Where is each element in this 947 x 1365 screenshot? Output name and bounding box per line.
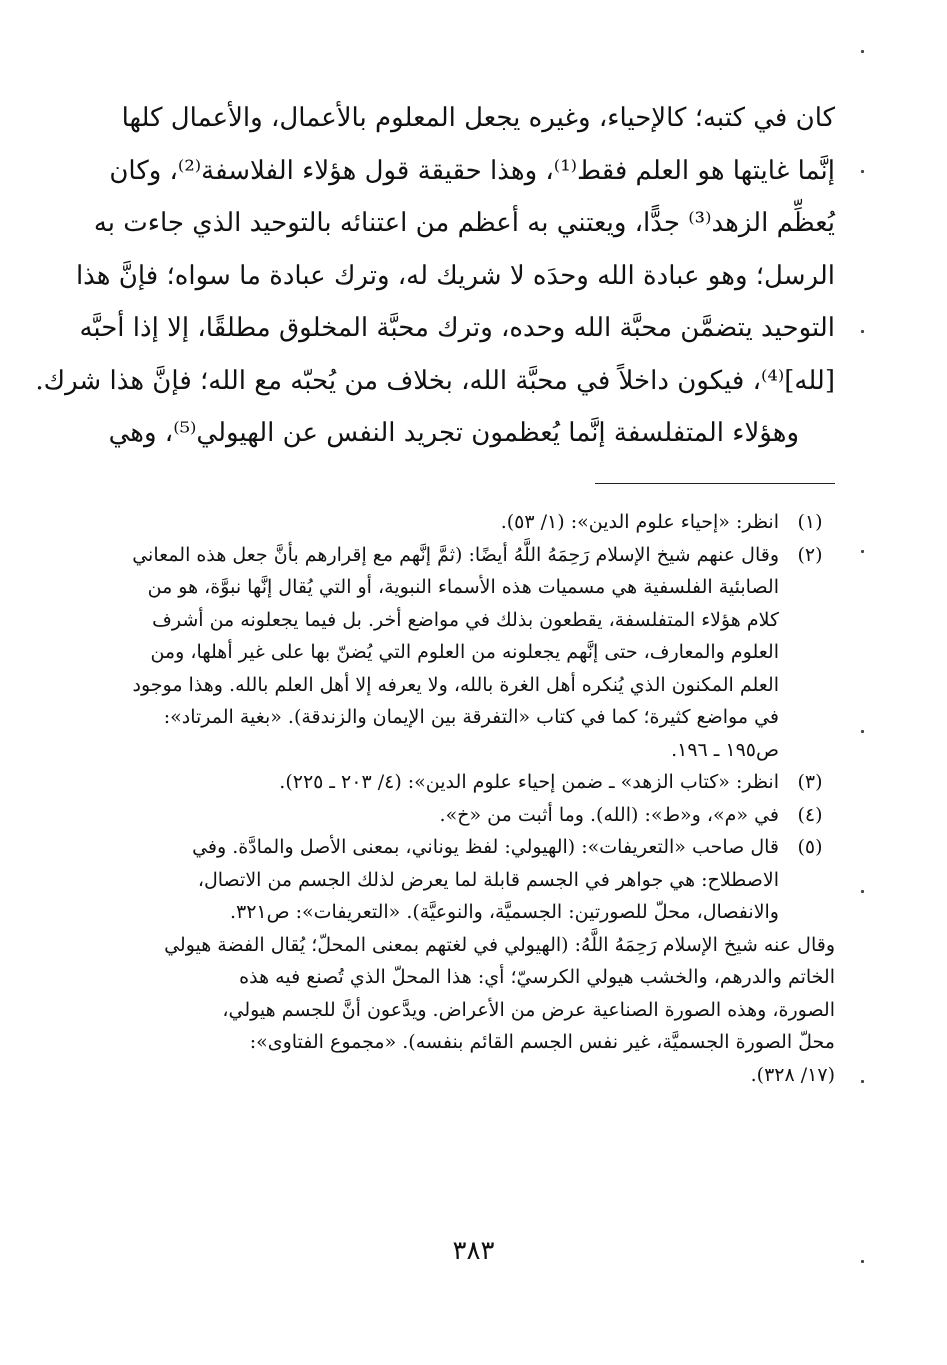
- body-line: الرسل؛ وهو عبادة الله وحدَه لا شريك له، وترك عبادة ما سواه؛ فإنَّ هذا: [75, 260, 835, 291]
- footnote-line: قال صاحب «التعريفات»: (الهيولي: لفظ يوناني، بمعنى الأصل والمادَّة. وفي: [192, 836, 779, 858]
- footnote-number: (٥): [797, 836, 823, 858]
- footnote-line: انظر: «كتاب الزهد» ـ ضمن إحياء علوم الدين»: (٤/ ٢٠٣ ـ ٢٢٥).: [279, 771, 779, 793]
- footnote-line: وقال عنهم شيخ الإسلام رَحِمَهُ اللَّهُ أيضًا: (ثمَّ إنَّهم مع إقرارهم بأنَّ جعل هذه المعاني: [132, 543, 779, 566]
- body-line: يُعظِّم الزهد⁽³⁾ جدًّا، ويعتني به أعظم من اعتنائه بالتوحيد الذي جاءت به: [93, 208, 835, 238]
- footnote-line: محلّ الصورة الجسميَّة، غير نفس الجسم القائم بنفسه). «مجموع الفتاوى»:: [249, 1031, 835, 1053]
- footnote-line: في «م»، و«ط»: (الله). وما أثبت من «خ».: [439, 803, 779, 826]
- footnote-line: انظر: «إحياء علوم الدين»: (١/ ٥٣).: [500, 511, 779, 533]
- page-number: ٣٨٣: [452, 1236, 495, 1266]
- body-line: [لله]⁽⁴⁾، فيكون داخلاً في محبَّة الله، بخلاف من يُحبّه مع الله؛ فإنَّ هذا شرك.: [35, 365, 835, 396]
- footnote-4: [113, 799, 835, 832]
- footnote-line: الصورة، وهذه الصورة الصناعية عرض من الأعراض. ويدَّعون أنَّ للجسم هيولي،: [222, 998, 835, 1021]
- footnote-line: والانفصال، محلّ للصورتين: الجسميَّة، والنوعيَّة). «التعريفات»: ص٣٢١.: [229, 901, 779, 923]
- footnote-number: (٣): [797, 771, 823, 793]
- body-line: كان في كتبه؛ كالإحياء، وغيره يجعل المعلوم بالأعمال، والأعمال كلها: [121, 103, 835, 133]
- footnote-1: [113, 506, 835, 539]
- footnote-number: (٢): [797, 543, 823, 566]
- footnote-line: كلام هؤلاء المتفلسفة، يقطعون بذلك في مواضع أخر. بل فيما يجعلونه من أشرف: [152, 608, 779, 631]
- footnote-5-continuation: [113, 929, 835, 1092]
- footnote-line: العلم المكنون الذي يُنكره أهل الغرة بالله، ولا يعرفه إلا أهل العلم بالله. وهذا موجود: [132, 673, 779, 696]
- body-line: التوحيد يتضمَّن محبَّة الله وحده، وترك محبَّة المخلوق مطلقًا، إلا إذا أحبَّه: [79, 313, 835, 343]
- footnote-separator: [595, 483, 835, 484]
- footnote-3: [113, 766, 835, 799]
- footnote-number: (١): [797, 511, 823, 533]
- footnotes: [113, 506, 835, 1091]
- body-line: وهؤلاء المتفلسفة إنَّما يُعظمون تجريد النفس عن الهيولي⁽⁵⁾، وهي: [108, 418, 799, 448]
- footnote-number: (٤): [797, 803, 823, 826]
- footnote-5: [113, 831, 835, 929]
- scan-margin-dots: [858, 30, 868, 1330]
- footnote-line: الاصطلاح: هي جواهر في الجسم قابلة لما يعرض لذلك الجسم من الاتصال،: [197, 868, 779, 891]
- main-body-text: [35, 92, 835, 460]
- footnote-line: ص١٩٥ ـ ١٩٦.: [671, 738, 779, 761]
- body-line: إنَّما غايتها هو العلم فقط⁽¹⁾، وهذا حقيقة قول هؤلاء الفلاسفة⁽²⁾، وكان: [109, 155, 835, 186]
- footnote-line: (١٧/ ٣٢٨).: [750, 1063, 835, 1086]
- footnote-line: العلوم والمعارف، حتى إنَّهم يجعلونه من العلوم التي يُضنّ بها على غير أهلها، ومن: [150, 641, 779, 663]
- footnote-line: في مواضع كثيرة؛ كما في كتاب «التفرقة بين الإيمان والزندقة). «بغية المرتاد»:: [163, 706, 779, 728]
- footnote-2: [113, 539, 835, 767]
- footnote-line: الخاتم والدرهم، والخشب هيولي الكرسيّ؛ أي: هذا المحلّ الذي تُصنع فيه هذه: [239, 966, 835, 988]
- footnote-line: الصابئية الفلسفية هي مسميات هذه الأسماء النبوية، أو التي يُقال إنَّها نبوَّة، هو من: [147, 576, 779, 598]
- footnote-line: وقال عنه شيخ الإسلام رَحِمَهُ اللَّهُ: (الهيولي في لغتهم بمعنى المحلّ؛ يُقال الفضة هيولي: [164, 933, 835, 956]
